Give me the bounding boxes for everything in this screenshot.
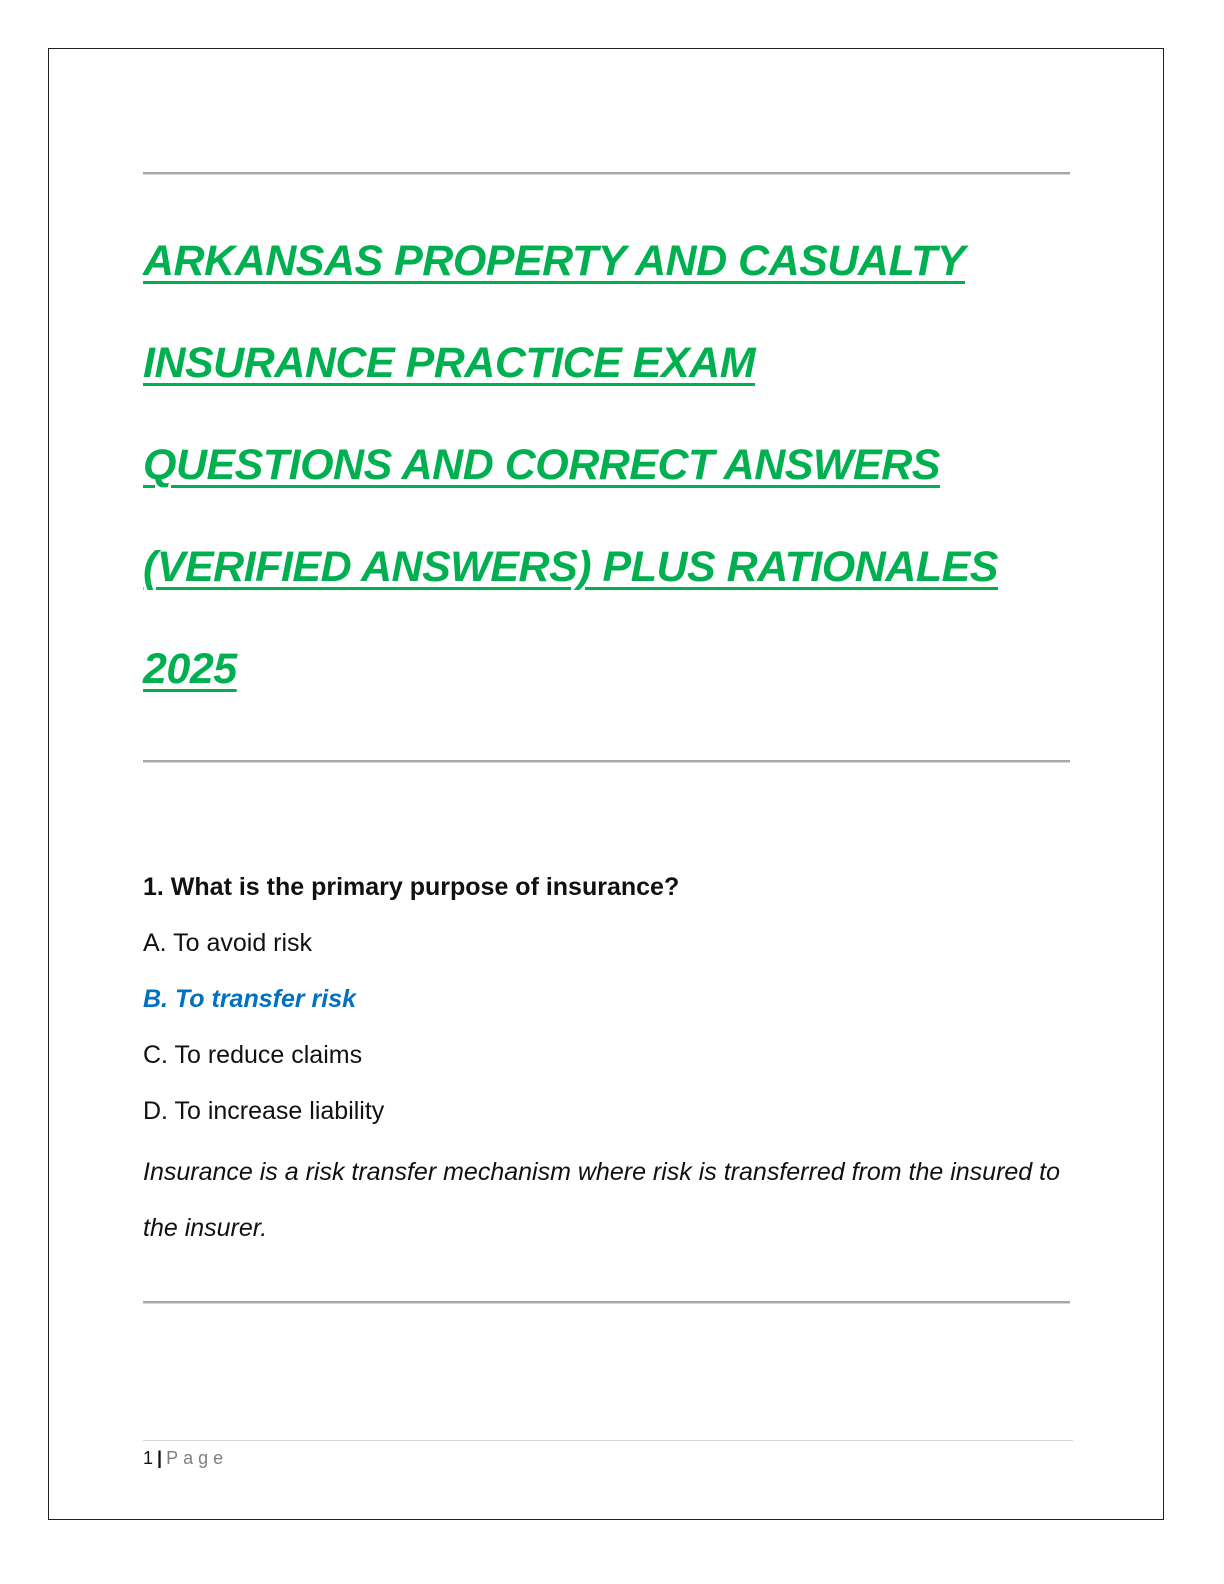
middle-divider xyxy=(143,760,1070,762)
page-number: 1 xyxy=(143,1448,154,1468)
title-line-5: 2025 xyxy=(143,645,237,693)
question-text: 1. What is the primary purpose of insurance? xyxy=(143,873,680,901)
rationale-text: Insurance is a risk transfer mechanism where risk is transferred from the insured to the insurer. xyxy=(143,1158,1061,1242)
page-footer xyxy=(143,1446,228,1470)
top-divider xyxy=(143,172,1070,174)
option-c: C. To reduce claims xyxy=(143,1041,363,1069)
title-line-3: QUESTIONS AND CORRECT ANSWERS xyxy=(143,441,940,489)
option-b-correct: B. To transfer risk xyxy=(143,985,357,1013)
page-label: Page xyxy=(166,1448,229,1468)
footer-separator: | xyxy=(157,1448,163,1468)
title-line-1: ARKANSAS PROPERTY AND CASUALTY xyxy=(143,237,965,285)
option-a: A. To avoid risk xyxy=(143,929,313,957)
title-line-4: (VERIFIED ANSWERS) PLUS RATIONALES xyxy=(143,543,998,591)
document-title xyxy=(143,210,1083,720)
option-d: D. To increase liability xyxy=(143,1097,385,1125)
question-block xyxy=(143,864,1073,1256)
bottom-divider xyxy=(143,1301,1070,1303)
title-line-2: INSURANCE PRACTICE EXAM xyxy=(143,339,756,387)
footer-divider xyxy=(143,1440,1073,1441)
